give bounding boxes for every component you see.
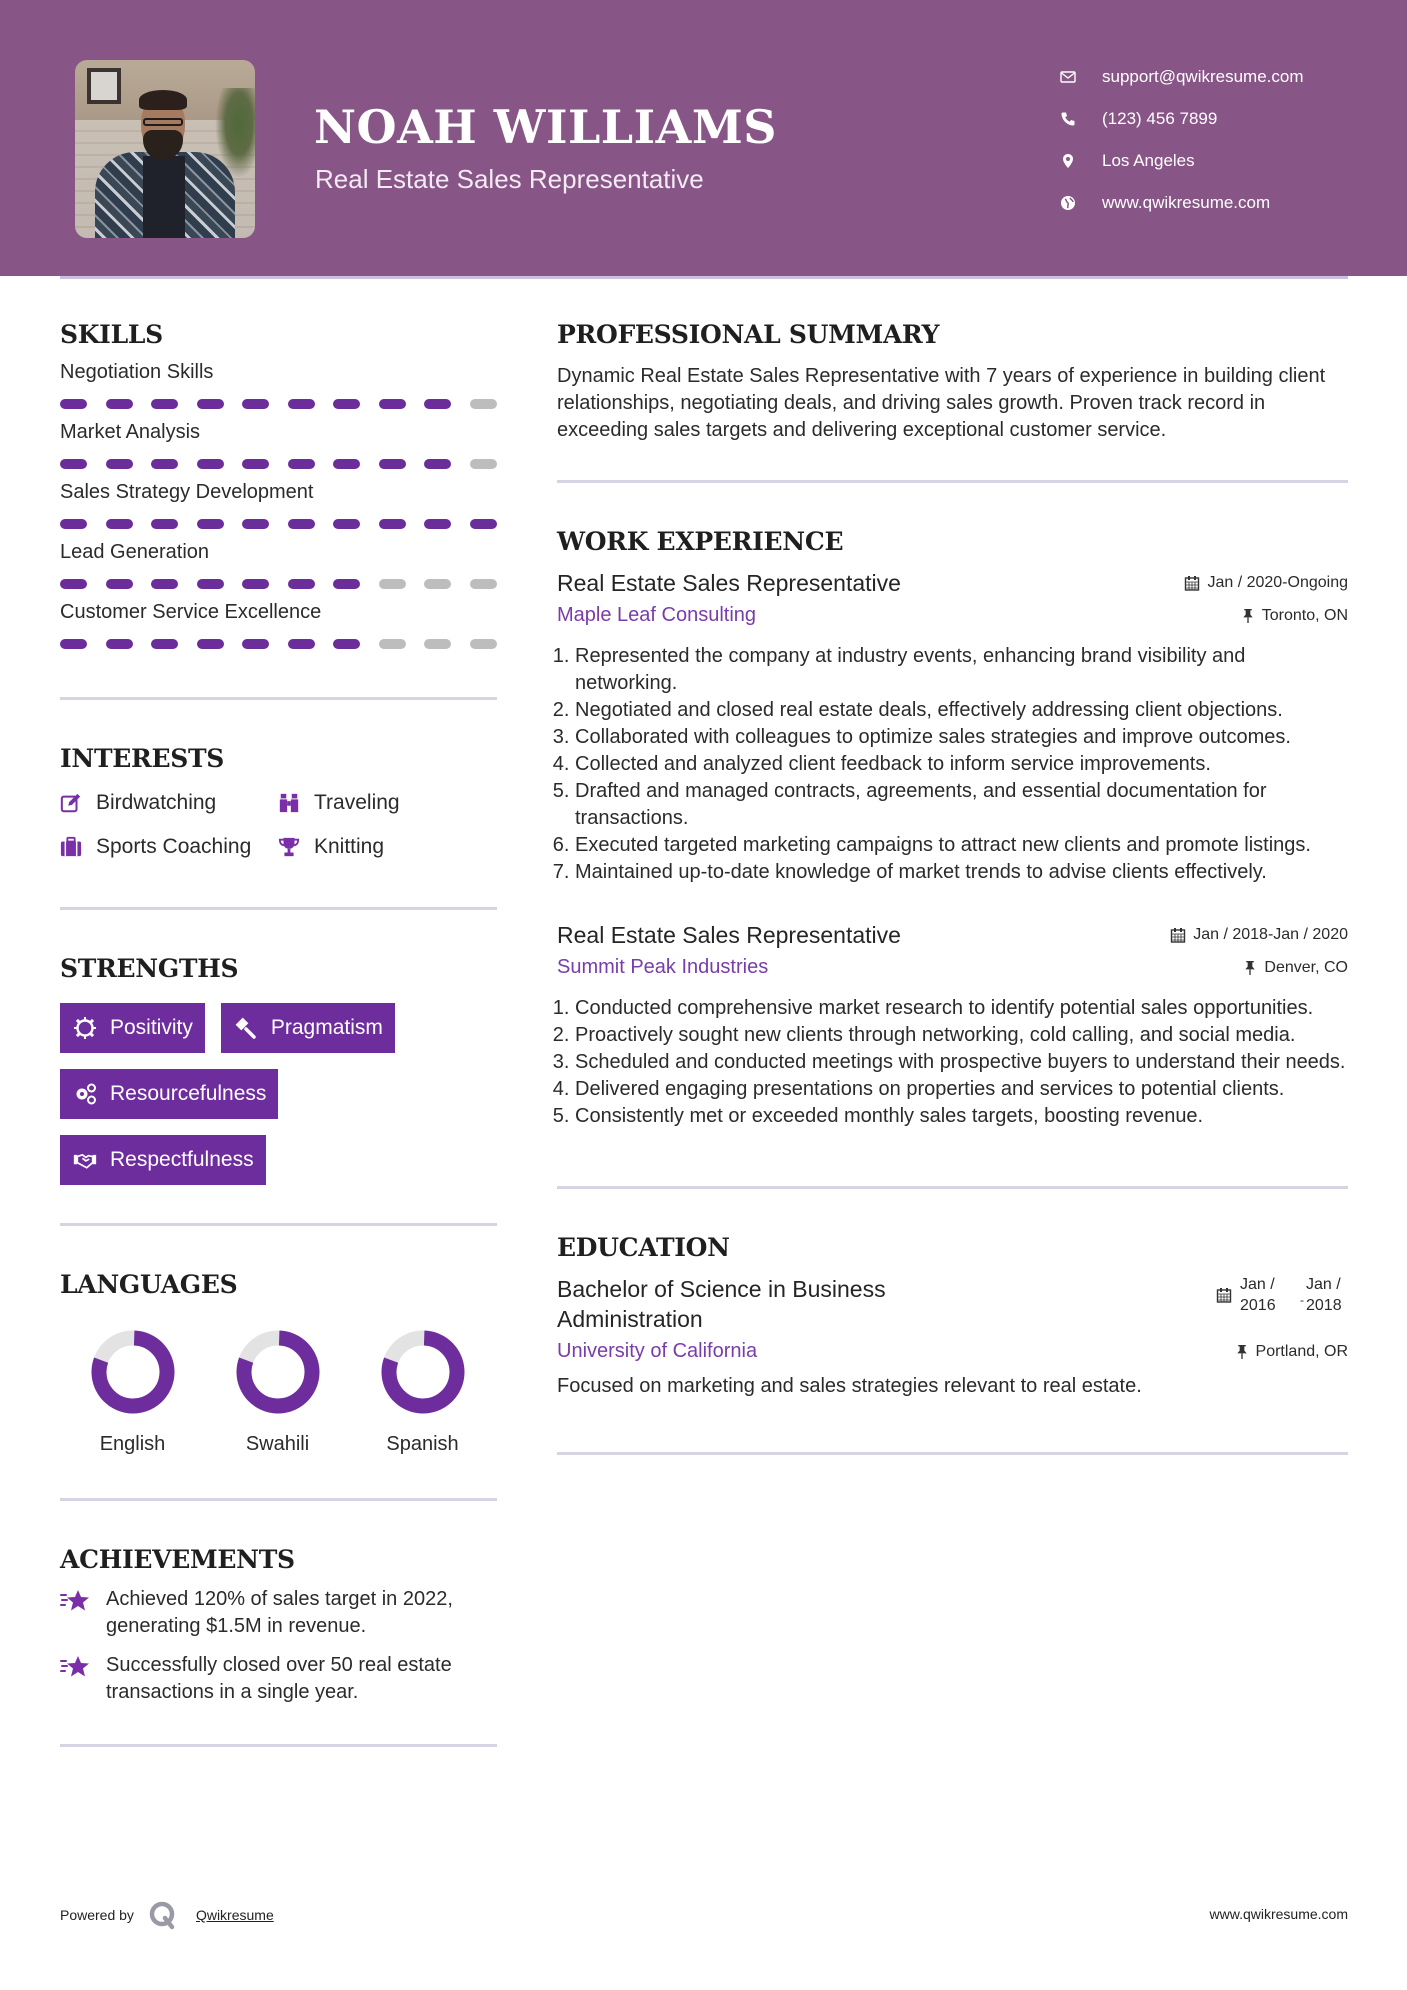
job-header: [557, 920, 1348, 950]
rating-dot-filled: [242, 519, 269, 529]
achievements-section: [60, 1545, 497, 1706]
interest-label: Sports Coaching: [96, 835, 252, 858]
rating-dot-filled: [197, 639, 224, 649]
map-pin-icon: [1050, 153, 1086, 169]
proficiency-donut: [235, 1329, 321, 1415]
rating-dot-empty: [379, 579, 406, 589]
job-bullets: [557, 995, 1348, 1130]
rating-dot-empty: [424, 639, 451, 649]
skill-name: Customer Service Excellence: [60, 601, 322, 623]
star-icon: [60, 1586, 106, 1640]
interests-heading: INTERESTS: [60, 744, 225, 773]
contact-email[interactable]: [1050, 56, 1304, 98]
rating-dot-filled: [60, 519, 87, 529]
handshake-icon: [72, 1147, 98, 1173]
language-item: [60, 1329, 205, 1456]
section-divider: [557, 1186, 1348, 1189]
rating-dot-empty: [424, 579, 451, 589]
interest-label: Traveling: [314, 791, 400, 814]
strengths-section: [60, 954, 497, 1185]
job-dates: [1170, 926, 1348, 944]
skill-rating: [60, 459, 497, 469]
job-location-text: Toronto, ON: [1261, 606, 1348, 624]
interests-section: [60, 744, 497, 863]
job-bullet: 4. Collected and analyzed client feedback to inform service improvements.: [575, 751, 1348, 778]
rating-dot-filled: [333, 399, 360, 409]
summary-text: Dynamic Real Estate Sales Representative with 7 years of experience in building client relationships, negotiating deals, and driving sales growth. Proven track record in exceeding sales targets and delivering exceptional customer service.: [557, 365, 1326, 441]
rating-dot-empty: [379, 639, 406, 649]
skill-rating: [60, 399, 497, 409]
rating-dot-filled: [333, 519, 360, 529]
interests-list: [60, 787, 497, 863]
footer-powered-by: [60, 1900, 274, 1930]
education-subheader: [557, 1340, 1348, 1363]
contact-list: [1050, 56, 1304, 224]
rating-dot-filled: [333, 579, 360, 589]
rating-dot-filled: [288, 639, 315, 649]
interest-item: [278, 831, 497, 863]
achievements-heading: ACHIEVEMENTS: [60, 1545, 295, 1574]
rating-dot-filled: [151, 459, 178, 469]
achievement-text: Successfully closed over 50 real estate transactions in a single year.: [106, 1654, 452, 1703]
language-name: Spanish: [386, 1433, 459, 1455]
strength-label: Respectfulness: [110, 1148, 254, 1171]
contact-phone[interactable]: [1050, 98, 1304, 140]
education-location-text: Portland, OR: [1255, 1342, 1348, 1360]
skills-list: [60, 361, 497, 649]
rating-dot-filled: [151, 579, 178, 589]
calendar-icon: [1170, 927, 1186, 943]
strength-badge: [60, 1135, 266, 1185]
education-dates: [1216, 1274, 1348, 1316]
strengths-list: [60, 1003, 497, 1185]
powered-by-label: Powered by: [60, 1907, 134, 1923]
language-name: Swahili: [245, 1433, 310, 1455]
rating-dot-filled: [151, 399, 178, 409]
job-location: [1242, 607, 1348, 625]
section-divider: [60, 697, 497, 700]
rating-dot-filled: [106, 519, 133, 529]
job-location-text: Denver, CO: [1264, 958, 1348, 976]
skill-rating: [60, 639, 497, 649]
rating-dot-filled: [424, 399, 451, 409]
rating-dot-filled: [288, 579, 315, 589]
job-subheader: [557, 604, 1348, 627]
rating-dot-filled: [106, 399, 133, 409]
calendar-icon: [1216, 1287, 1232, 1303]
job-bullet: 3. Collaborated with colleagues to optimize sales strategies and improve outcomes.: [575, 724, 1348, 751]
summary-heading: PROFESSIONAL SUMMARY: [557, 320, 940, 349]
section-divider: [60, 907, 497, 910]
rating-dot-filled: [197, 399, 224, 409]
section-divider: [60, 1223, 497, 1226]
job-title: Real Estate Sales Representative: [557, 922, 901, 948]
rating-dot-filled: [242, 579, 269, 589]
phone-icon: [1050, 111, 1086, 127]
pushpin-icon: [1244, 960, 1256, 975]
rating-dot-filled: [288, 519, 315, 529]
skills-section: [60, 320, 497, 649]
contact-location-text: Los Angeles: [1102, 151, 1195, 170]
job-date-text: Jan / 2018-Jan / 2020: [1193, 926, 1348, 943]
skills-heading: SKILLS: [60, 320, 163, 349]
section-divider: [557, 1452, 1348, 1455]
school-name: University of California: [557, 1340, 758, 1362]
section-divider: [60, 1498, 497, 1501]
contact-email-text: support@qwikresume.com: [1102, 67, 1304, 86]
profile-photo: [75, 60, 255, 238]
achievement-item: [60, 1652, 497, 1706]
skill-rating: [60, 579, 497, 589]
experience-heading: WORK EXPERIENCE: [557, 527, 844, 556]
star-icon: [60, 1652, 106, 1706]
rating-dot-filled: [424, 519, 451, 529]
job-title: Real Estate Sales Representative: [557, 570, 901, 596]
skill-rating: [60, 519, 497, 529]
skill-item: [60, 601, 497, 649]
job-bullet: 1. Conducted comprehensive market research to identify potential sales opportunities.: [575, 995, 1348, 1022]
rating-dot-filled: [242, 639, 269, 649]
pushpin-icon: [1242, 608, 1254, 623]
rating-dot-empty: [470, 639, 497, 649]
rating-dot-filled: [470, 519, 497, 529]
job-bullet: 2. Negotiated and closed real estate deals, effectively addressing client objections.: [575, 697, 1348, 724]
rating-dot-filled: [379, 399, 406, 409]
wall-frame: [87, 68, 121, 104]
achievement-item: [60, 1586, 497, 1640]
gavel-icon: [233, 1015, 259, 1041]
rating-dot-filled: [60, 639, 87, 649]
contact-website[interactable]: [1050, 182, 1304, 224]
left-column: [60, 320, 497, 1747]
contact-website-text: www.qwikresume.com: [1102, 193, 1271, 212]
job-header: [557, 568, 1348, 598]
strength-badge: [60, 1003, 205, 1053]
experience-section: [557, 527, 1348, 1130]
rating-dot-filled: [288, 399, 315, 409]
skill-name: Sales Strategy Development: [60, 481, 314, 503]
achievement-text: Achieved 120% of sales target in 2022, generating $1.5M in revenue.: [106, 1588, 453, 1637]
rating-dot-filled: [60, 579, 87, 589]
strength-label: Pragmatism: [270, 1016, 383, 1039]
candidate-title: Real Estate Sales Representative: [315, 164, 704, 194]
skill-name: Negotiation Skills: [60, 361, 214, 383]
rating-dot-filled: [333, 639, 360, 649]
job-entry: [557, 920, 1348, 1130]
rating-dot-filled: [106, 579, 133, 589]
company-name: Summit Peak Industries: [557, 956, 769, 978]
skill-name: Lead Generation: [60, 541, 210, 563]
rating-dot-filled: [242, 399, 269, 409]
skill-name: Market Analysis: [60, 421, 201, 443]
job-bullets: [557, 643, 1348, 886]
interest-label: Birdwatching: [96, 791, 217, 814]
rating-dot-empty: [470, 399, 497, 409]
header-divider: [60, 276, 1348, 279]
rating-dot-filled: [197, 519, 224, 529]
company-name: Maple Leaf Consulting: [557, 604, 757, 626]
job-bullet: 6. Executed targeted marketing campaigns to attract new clients and promote listings.: [575, 832, 1348, 859]
rating-dot-filled: [379, 519, 406, 529]
rating-dot-empty: [470, 579, 497, 589]
rating-dot-filled: [197, 459, 224, 469]
interest-item: [60, 787, 278, 819]
envelope-icon: [1050, 69, 1086, 85]
rating-dot-filled: [424, 459, 451, 469]
education-header: [557, 1274, 1348, 1334]
proficiency-donut: [380, 1329, 466, 1415]
globe-icon: [1050, 195, 1086, 211]
trophy-icon: [278, 836, 314, 858]
interest-label: Knitting: [314, 835, 385, 858]
languages-section: [60, 1270, 497, 1456]
interest-item: [60, 831, 278, 863]
job-date-text: Jan / 2020-Ongoing: [1207, 574, 1348, 591]
rating-dot-filled: [242, 459, 269, 469]
strengths-heading: STRENGTHS: [60, 954, 239, 983]
skill-item: [60, 541, 497, 589]
education-start: Jan / 2016: [1240, 1276, 1276, 1314]
rating-dot-empty: [470, 459, 497, 469]
qwikresume-logo-icon: [148, 1900, 178, 1930]
sun-gear-icon: [72, 1015, 98, 1041]
rating-dot-filled: [151, 639, 178, 649]
rating-dot-filled: [60, 399, 87, 409]
strength-label: Positivity: [110, 1016, 193, 1039]
rating-dot-filled: [197, 579, 224, 589]
rating-dot-filled: [288, 459, 315, 469]
strength-label: Resourcefulness: [110, 1082, 267, 1105]
skill-item: [60, 361, 497, 409]
education-description: Focused on marketing and sales strategies relevant to real estate.: [557, 1375, 1142, 1397]
summary-section: [557, 320, 1348, 444]
strength-badge: [221, 1003, 395, 1053]
binoculars-icon: [278, 792, 314, 814]
education-location: [1236, 1343, 1348, 1361]
language-name: English: [99, 1433, 166, 1455]
degree-title: Bachelor of Science in Business Administration: [557, 1276, 886, 1332]
job-bullet: 5. Drafted and managed contracts, agreements, and essential documentation for transactions.: [575, 778, 1348, 832]
rating-dot-filled: [333, 459, 360, 469]
job-bullet: 2. Proactively sought new clients through networking, cold calling, and social media.: [575, 1022, 1348, 1049]
resume-header: [0, 0, 1407, 276]
education-end: Jan / 2018: [1306, 1276, 1342, 1314]
right-column: [557, 320, 1348, 1455]
education-section: [557, 1233, 1348, 1400]
strength-badge: [60, 1069, 278, 1119]
skill-item: [60, 421, 497, 469]
job-bullet: 5. Consistently met or exceeded monthly sales targets, boosting revenue.: [575, 1103, 1348, 1130]
proficiency-donut: [90, 1329, 176, 1415]
job-entry: [557, 568, 1348, 886]
section-divider: [557, 480, 1348, 483]
edit-icon: [60, 792, 96, 814]
jobs-list: [557, 568, 1348, 1130]
job-dates: [1184, 574, 1348, 592]
education-heading: EDUCATION: [557, 1233, 730, 1262]
section-divider: [60, 1744, 497, 1747]
job-bullet: 3. Scheduled and conducted meetings with prospective buyers to understand their needs.: [575, 1049, 1348, 1076]
qwikresume-link[interactable]: Qwikresume: [195, 1907, 274, 1923]
rating-dot-filled: [106, 459, 133, 469]
skill-item: [60, 481, 497, 529]
rating-dot-filled: [106, 639, 133, 649]
footer-website[interactable]: www.qwikresume.com: [1209, 1906, 1348, 1922]
language-item: [350, 1329, 495, 1456]
job-location: [1244, 959, 1348, 977]
interest-item: [278, 787, 497, 819]
rating-dot-filled: [60, 459, 87, 469]
languages-list: [60, 1329, 497, 1456]
job-subheader: [557, 956, 1348, 979]
contact-phone-text: (123) 456 7899: [1102, 109, 1218, 128]
job-bullet: 4. Delivered engaging presentations on properties and services to potential clients.: [575, 1076, 1348, 1103]
rating-dot-filled: [379, 459, 406, 469]
language-item: [205, 1329, 350, 1456]
rating-dot-filled: [151, 519, 178, 529]
languages-heading: LANGUAGES: [60, 1270, 238, 1299]
job-bullet: 7. Maintained up-to-date knowledge of market trends to advise clients effectively.: [575, 859, 1348, 886]
calendar-icon: [1184, 575, 1200, 591]
suitcase-icon: [60, 836, 96, 858]
pushpin-icon: [1236, 1344, 1248, 1359]
cogs-icon: [72, 1081, 98, 1107]
candidate-name: NOAH WILLIAMS: [314, 100, 777, 154]
job-bullet: 1. Represented the company at industry events, enhancing brand visibility and networking.: [575, 643, 1348, 697]
contact-location: [1050, 140, 1304, 182]
date-separator: -: [1300, 1292, 1304, 1307]
